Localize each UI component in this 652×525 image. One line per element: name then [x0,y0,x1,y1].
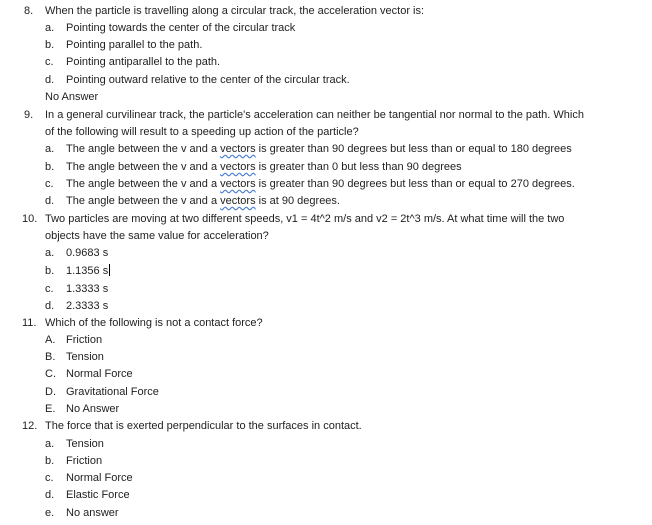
option-letter: c. [45,178,54,190]
option-text: Friction [66,455,103,467]
option-text: Pointing outward relative to the center of the circular track. [66,74,350,86]
option-letter: E. [45,403,56,415]
option-letter: d. [45,300,55,312]
option-text: The angle between the v and a vectors is greater than 0 but less than 90 degrees [66,161,462,173]
question-text: objects have the same value for acceleration? [45,230,269,242]
option-letter: a. [45,438,55,450]
option-letter: C. [45,368,56,380]
option-text: The angle between the v and a vectors is greater than 90 degrees but less than or equal to 180 degrees [66,143,572,155]
option-text: Pointing parallel to the path. [66,39,203,51]
option-letter: B. [45,351,56,363]
option-letter: A. [45,334,56,346]
option-letter: b. [45,161,55,173]
spellcheck-word: vectors [220,195,256,207]
option-text: Pointing towards the center of the circular track [66,22,296,34]
option-letter: d. [45,489,55,501]
question-number: 11. [22,317,37,329]
question-number: 10. [22,213,38,225]
option-text: Normal Force [66,368,133,380]
text-cursor [109,264,110,276]
option-text: No answer [66,507,119,519]
option-text: Normal Force [66,472,133,484]
option-letter: D. [45,386,56,398]
option-text: No Answer [66,403,120,415]
option-letter: b. [45,39,55,51]
question-text: The force that is exerted perpendicular to the surfaces in contact. [45,420,362,432]
option-letter: c. [45,56,54,68]
question-number: 9. [24,109,34,121]
option-letter: d. [45,74,55,86]
option-letter: a. [45,22,55,34]
question-text: Two particles are moving at two different speeds, v1 = 4t^2 m/s and v2 = 2t^3 m/s. At what time will the two [45,213,565,225]
option-letter: b. [45,455,55,467]
option-letter: b. [45,265,55,277]
option-letter: c. [45,472,54,484]
option-text[interactable]: 1.1356 s [66,265,109,277]
option-text: Gravitational Force [66,386,159,398]
option-text: Tension [66,438,104,450]
option-text: Tension [66,351,104,363]
spellcheck-word: vectors [220,143,256,155]
option-letter: e. [45,507,55,519]
option-text: The angle between the v and a vectors is at 90 degrees. [66,195,340,207]
question-text: In a general curvilinear track, the particle's acceleration can neither be tangential nor normal to the path. Which [45,109,584,121]
option-text: 1.3333 s [66,283,109,295]
option-text: Elastic Force [66,489,130,501]
option-text: The angle between the v and a vectors is greater than 90 degrees but less than or equal to 270 degrees. [66,178,575,190]
question-number: 12. [22,420,38,432]
spellcheck-word: vectors [220,178,256,190]
question-text: Which of the following is not a contact force? [45,317,263,329]
question-text: When the particle is travelling along a circular track, the acceleration vector is: [45,5,425,17]
option-letter: a. [45,143,55,155]
answer-text: No Answer [45,91,99,103]
spellcheck-word: vectors [220,161,256,173]
option-text: 0.9683 s [66,247,109,259]
option-text: Pointing antiparallel to the path. [66,56,221,68]
question-text: of the following will result to a speeding up action of the particle? [45,126,359,138]
option-text: 2.3333 s [66,300,109,312]
option-letter: c. [45,283,54,295]
option-letter: d. [45,195,55,207]
option-letter: a. [45,247,55,259]
question-number: 8. [24,5,34,17]
option-text: Friction [66,334,103,346]
